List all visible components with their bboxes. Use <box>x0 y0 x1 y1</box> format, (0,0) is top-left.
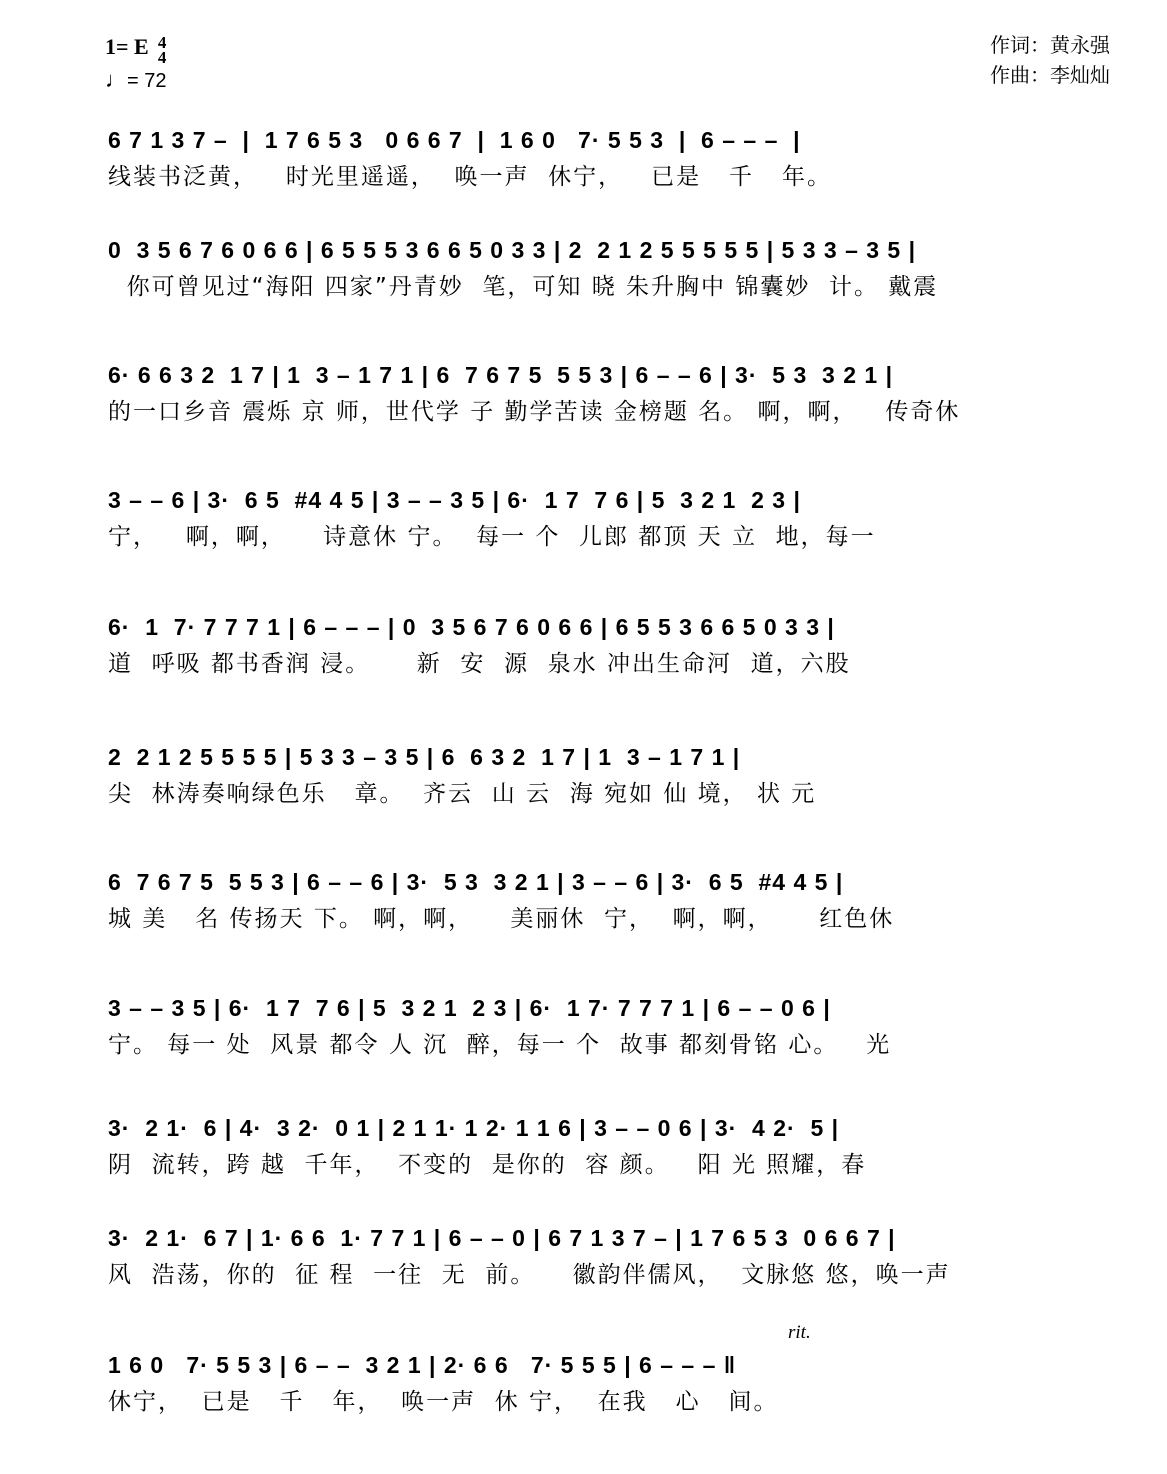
lyrics-line: 的一口乡音 震烁 京 师，世代学 子 勤学苦读 金榜题 名。 啊，啊， 传奇休 <box>108 399 961 425</box>
score-system-3 <box>108 355 1113 429</box>
score-system-2 <box>108 230 1113 304</box>
lyrics-line: 风 浩荡，你的 征 程 一往 无 前。 徽韵伴儒风， 文脉悠 悠，唤一声 <box>108 1262 951 1288</box>
time-signature-top: 4 <box>157 32 167 52</box>
notes-line: 3 – – 3 5 | 6· 1 7 7 6 | 5 3 2 1 2 3 | 6· 1 7· 7 7 7 1 | 6 – – 0 6 | <box>108 995 831 1021</box>
composer-credit: 作曲：李灿灿 <box>990 63 1110 87</box>
score-system-5 <box>108 607 1113 681</box>
notes-line: 6 7 6 7 5 5 5 3 | 6 – – 6 | 3· 5 3 3 2 1 | 3 – – 6 | 3· 6 5 #4 4 5 | <box>108 869 844 895</box>
ritardando-marking: rit. <box>788 1322 811 1343</box>
score-system-9 <box>108 1108 1113 1182</box>
time-signature <box>157 32 167 67</box>
score-system-7 <box>108 862 1113 936</box>
score-system-4 <box>108 480 1113 554</box>
key-signature: 1= E <box>105 34 149 59</box>
key-tempo-block <box>105 34 166 93</box>
lyrics-line: 阴 流转，跨 越 千年， 不变的 是你的 容 颜。 阳 光 照耀，春 <box>108 1152 867 1178</box>
notes-line: 1 6 0 7· 5 5 3 | 6 – – 3 2 1 | 2· 6 6 7· 5 5 5 | 6 – – – ‖ <box>108 1352 737 1378</box>
lyricist-credit: 作词：黄永强 <box>990 33 1110 57</box>
notes-line: 6 7 1 3 7 – | 1 7 6 5 3 0 6 6 7 | 1 6 0 7· 5 5 3 | 6 – – – | <box>108 127 801 153</box>
lyrics-line: 宁， 啊，啊， 诗意休 宁。 每一 个 儿郎 都顶 天 立 地，每一 <box>108 524 876 550</box>
notes-line: 3· 2 1· 6 | 4· 3 2· 0 1 | 2 1 1· 1 2· 1 1 6 | 3 – – 0 6 | 3· 4 2· 5 | <box>108 1115 840 1141</box>
key-signature-line <box>105 34 166 65</box>
credits-block <box>990 30 1110 90</box>
notes-line: 3· 2 1· 6 7 | 1· 6 6 1· 7 7 1 | 6 – – 0 | 6 7 1 3 7 – | 1 7 6 5 3 0 6 6 7 | <box>108 1225 896 1251</box>
score-system-8 <box>108 988 1113 1062</box>
notes-line: 0 3 5 6 7 6 0 6 6 | 6 5 5 5 3 6 6 5 0 3 3 | 2 2 1 2 5 5 5 5 5 | 5 3 3 – 3 5 | <box>108 237 917 263</box>
tempo-marking <box>105 67 166 93</box>
notes-line: 2 2 1 2 5 5 5 5 | 5 3 3 – 3 5 | 6 6 3 2 1 7 | 1 3 – 1 7 1 | <box>108 744 741 770</box>
lyrics-line: 城 美 名 传扬天 下。 啊，啊， 美丽休 宁， 啊，啊， 红色休 <box>108 906 895 932</box>
score-system-11 <box>108 1345 1113 1419</box>
score-system-1 <box>108 120 1113 194</box>
lyrics-line: 线装书泛黄， 时光里遥遥， 唤一声 休宁， 已是 千 年。 <box>108 164 832 190</box>
lyrics-line: 宁。 每一 处 风景 都令 人 沉 醉，每一 个 故事 都刻骨铭 心。 光 <box>108 1032 892 1058</box>
tempo-value: = 72 <box>127 69 167 92</box>
notes-line: 6· 1 7· 7 7 7 1 | 6 – – – | 0 3 5 6 7 6 0 6 6 | 6 5 5 3 6 6 5 0 3 3 | <box>108 614 835 640</box>
lyrics-line: 尖 林涛奏响绿色乐 章。 齐云 山 云 海 宛如 仙 境， 状 元 <box>108 781 817 807</box>
score-system-10 <box>108 1218 1113 1292</box>
time-signature-bottom: 4 <box>157 47 167 67</box>
notes-line: 3 – – 6 | 3· 6 5 #4 4 5 | 3 – – 3 5 | 6· 1 7 7 6 | 5 3 2 1 2 3 | <box>108 487 801 513</box>
notes-line: 6· 6 6 3 2 1 7 | 1 3 – 1 7 1 | 6 7 6 7 5 5 5 3 | 6 – – 6 | 3· 5 3 3 2 1 | <box>108 362 894 388</box>
lyrics-line: 你可曾见过“海阳 四家”丹青妙 笔，可知 晓 朱升胸中 锦囊妙 计。 戴震 <box>108 274 939 300</box>
quarter-note-icon: ♩ <box>105 66 127 92</box>
lyrics-line: 休宁， 已是 千 年， 唤一声 休 宁， 在我 心 间。 <box>108 1389 779 1415</box>
lyrics-line: 道 呼吸 都书香润 浸。 新 安 源 泉水 冲出生命河 道，六股 <box>108 651 851 677</box>
score-system-6 <box>108 737 1113 811</box>
